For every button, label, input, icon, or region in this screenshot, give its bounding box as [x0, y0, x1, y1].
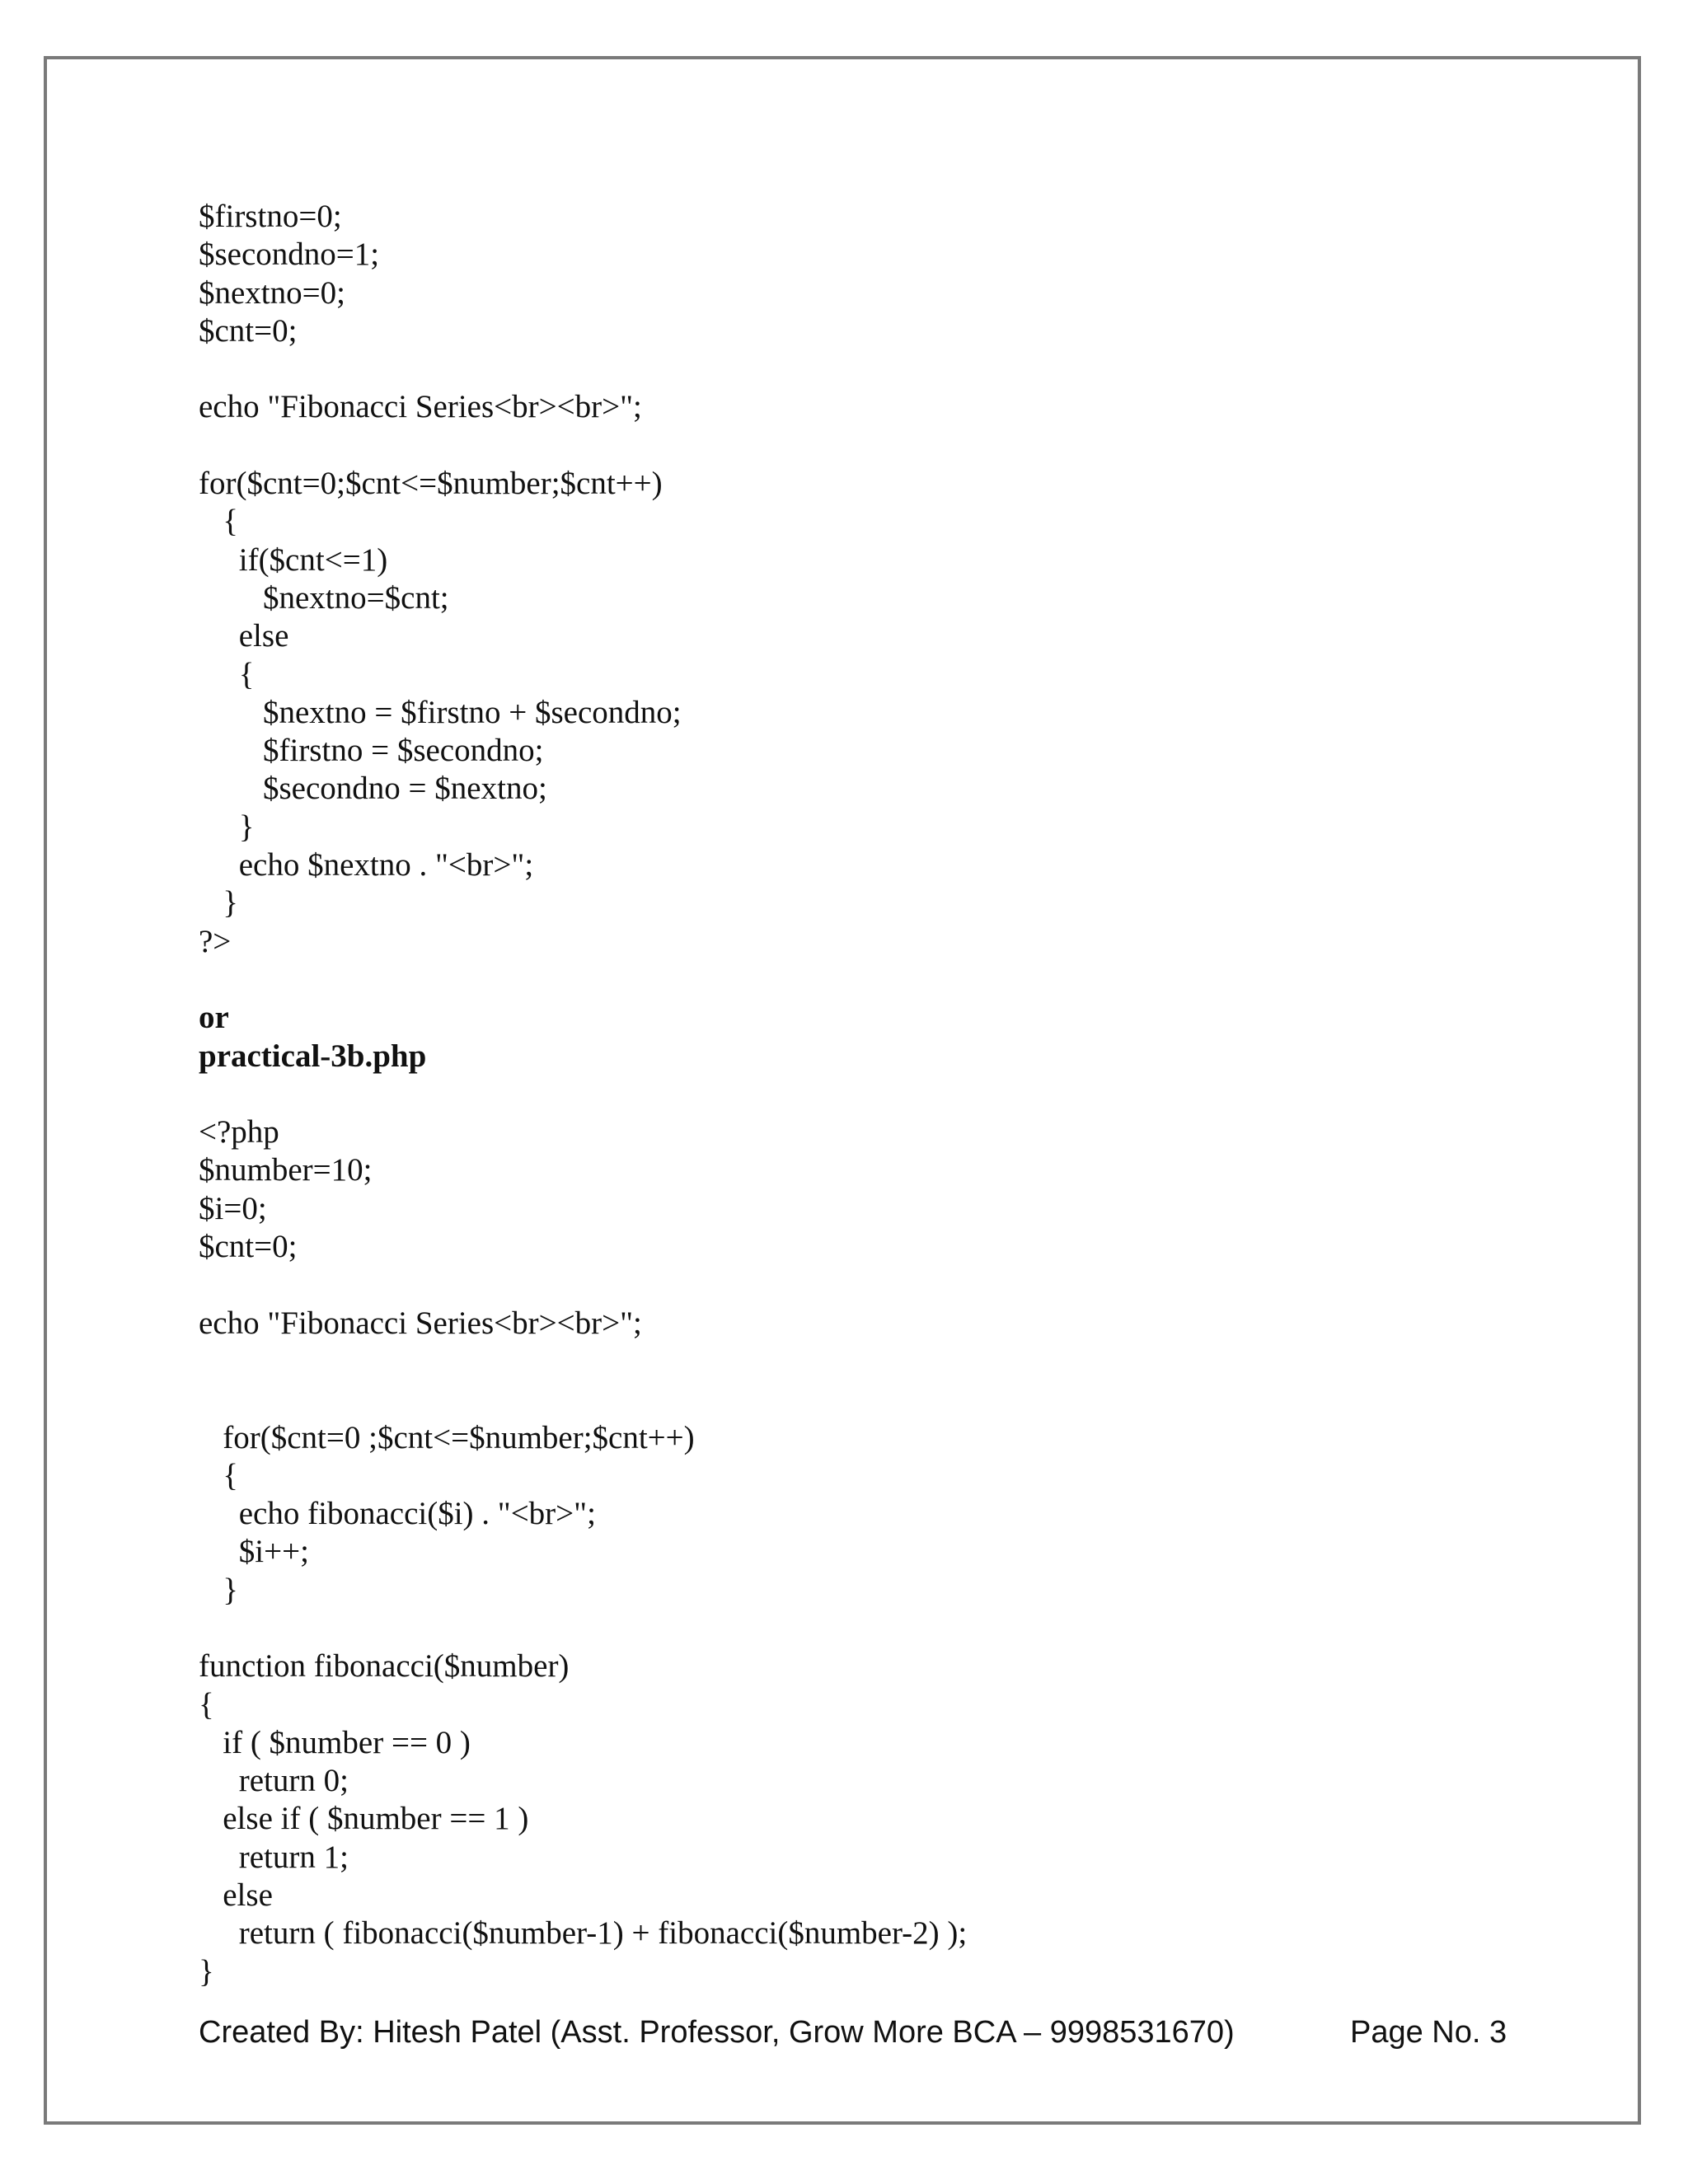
code-line: else [199, 618, 289, 654]
code-line: { [199, 504, 238, 540]
page-number: Page No. 3 [1350, 2015, 1507, 2050]
blank-line [199, 961, 1559, 999]
code-line: $i=0; [199, 1190, 267, 1226]
code-line: else [199, 1877, 273, 1914]
or-label: or [199, 1000, 229, 1036]
code-line: $firstno = $secondno; [199, 733, 544, 769]
blank-line [199, 1076, 1559, 1113]
code-line: } [199, 885, 238, 921]
code-line: function fibonacci($number) [199, 1648, 570, 1685]
code-line: $cnt=0; [199, 312, 298, 349]
code-line: echo "Fibonacci Series<br><br>"; [199, 1305, 642, 1341]
code-line: echo $nextno . "<br>"; [199, 847, 534, 883]
code-line: $secondno=1; [199, 237, 380, 273]
file-title: practical-3b.php [199, 1038, 427, 1074]
footer-credit: Created By: Hitesh Patel (Asst. Professor, Grow More BCA – 9998531670) [199, 2015, 1235, 2050]
code-line: for($cnt=0;$cnt<=$number;$cnt++) [199, 466, 663, 502]
code-line: for($cnt=0 ;$cnt<=$number;$cnt++) [199, 1419, 695, 1455]
code-line: echo fibonacci($i) . "<br>"; [199, 1496, 596, 1532]
code-line: } [199, 1953, 214, 1990]
blank-line [199, 1343, 1559, 1380]
code-block-2 [199, 1113, 1559, 1991]
code-line: $nextno=$cnt; [199, 579, 449, 616]
code-line: return 0; [199, 1763, 349, 1799]
code-line: $cnt=0; [199, 1229, 298, 1265]
code-line: { [199, 656, 255, 692]
blank-line [199, 1610, 1559, 1647]
code-line: else if ( $number == 1 ) [199, 1801, 529, 1837]
code-line: ?> [199, 923, 232, 959]
code-line: { [199, 1686, 214, 1722]
code-line: } [199, 808, 255, 845]
blank-line [199, 1380, 1559, 1418]
blank-line [199, 427, 1559, 465]
code-line: $firstno=0; [199, 199, 342, 234]
code-line: { [199, 1457, 238, 1493]
code-line: if($cnt<=1) [199, 541, 388, 578]
code-line: $i++; [199, 1534, 309, 1570]
code-block-1 [199, 198, 1559, 961]
blank-line [199, 1266, 1559, 1304]
page-content [199, 198, 1559, 1991]
page-footer [199, 2015, 1507, 2050]
code-line: echo "Fibonacci Series<br><br>"; [199, 389, 642, 425]
code-line: $nextno = $firstno + $secondno; [199, 694, 682, 730]
blank-line [199, 350, 1559, 388]
code-line: $number=10; [199, 1152, 373, 1188]
code-line: if ( $number == 0 ) [199, 1724, 471, 1760]
code-line: $nextno=0; [199, 274, 345, 311]
code-line: } [199, 1572, 238, 1608]
code-line: return ( fibonacci($number-1) + fibonacci($number-2) ); [199, 1915, 968, 1952]
code-line: <?php [199, 1114, 279, 1151]
code-line: $secondno = $nextno; [199, 771, 547, 807]
code-line: return 1; [199, 1839, 349, 1875]
